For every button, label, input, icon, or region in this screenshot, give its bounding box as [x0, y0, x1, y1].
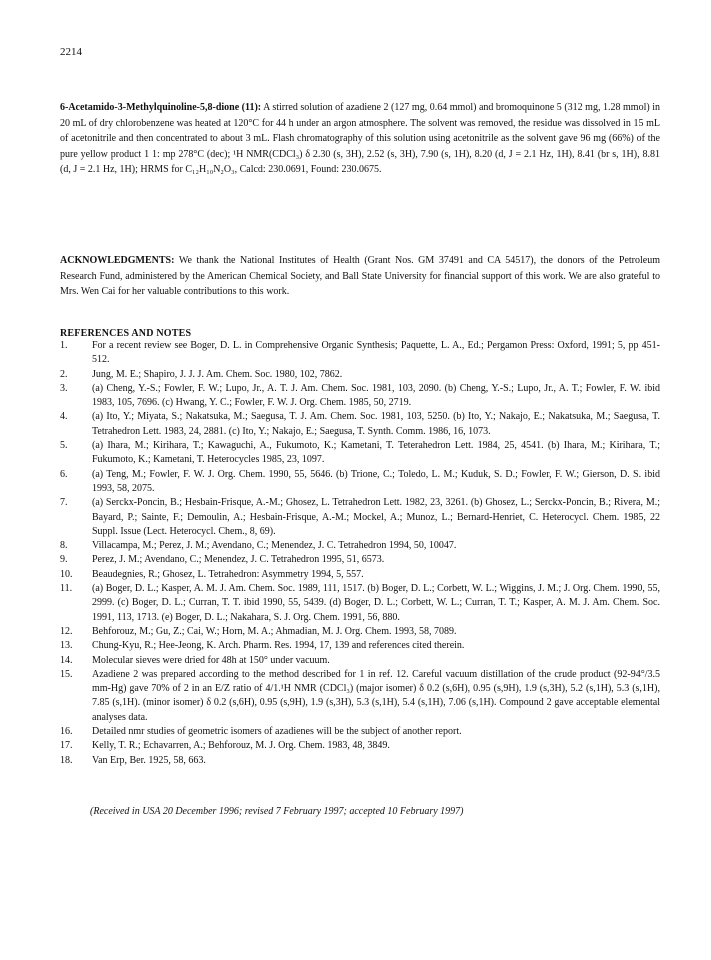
- reference-item: [60, 668, 660, 725]
- reference-item: [60, 754, 660, 768]
- reference-text: Molecular sieves were dried for 48h at 150° under vacuum.: [92, 654, 330, 666]
- reference-text: Van Erp, Ber. 1925, 58, 663.: [92, 754, 206, 766]
- reference-text: Beaudegnies, R.; Ghosez, L. Tetrahedron: Asymmetry 1994, 5, 557.: [92, 568, 364, 580]
- reference-item: [60, 582, 660, 625]
- reference-number: 18.: [60, 754, 73, 766]
- reference-text: Perez, J. M.; Avendano, C.; Menendez, J. C. Tetrahedron 1995, 51, 6573.: [92, 554, 385, 566]
- reference-text: Chung-Kyu, R.; Hee-Jeong, K. Arch. Pharm. Res. 1994, 17, 139 and references cited therein.: [92, 640, 465, 652]
- reference-number: 9.: [60, 554, 68, 566]
- reference-item: [60, 368, 660, 382]
- reference-number: 4.: [60, 411, 68, 423]
- reference-item: [60, 639, 660, 653]
- reference-number: 7.: [60, 497, 68, 509]
- reference-number: 12.: [60, 625, 73, 637]
- reference-number: 5.: [60, 440, 68, 452]
- reference-number: 14.: [60, 654, 73, 666]
- reference-text: Villacampa, M.; Perez, J. M.; Avendano, C.; Menendez, J. C. Tetrahedron 1994, 50, 10047.: [92, 540, 457, 552]
- references-title: REFERENCES AND NOTES: [60, 328, 192, 339]
- experimental-paragraph: [60, 100, 660, 178]
- reference-text: (a) Boger, D. L.; Kasper, A. M. J. Am. Chem. Soc. 1989, 111, 1517. (b) Boger, D. L.; Corbett, W. L.; Wiggins, J. M.; J. Org. Chem. 1990, 55, 2999. (c) Boger, D. L.; Curran, T. T. ibid 1990, 55, 5439. (d) Boger, D. L.; Corbett, W. L.; Curran, T. T.; Kasper, A. M. J. Am. Chem. Soc. 1991, 113, 1713. (e) Boger, D. L.; Nakahara, S. J. Org. Chem. 1991, 56, 880.: [92, 583, 660, 623]
- reference-number: 10.: [60, 568, 73, 580]
- reference-item: [60, 410, 660, 439]
- reference-item: [60, 553, 660, 567]
- reference-item: [60, 439, 660, 468]
- reference-text: (a) Teng, M.; Fowler, F. W. J. Org. Chem. 1990, 55, 5646. (b) Trione, C.; Toledo, L. M.; Kuduk, S. D.; Fowler, F. W.; Gierson, D. S. ibid 1993, 58, 2075.: [92, 468, 660, 494]
- reference-number: 3.: [60, 382, 68, 394]
- references-list: [60, 339, 660, 768]
- reference-text: (a) Cheng, Y.-S.; Fowler, F. W.; Lupo, Jr., A. T. J. Am. Chem. Soc. 1981, 103, 2090. (b) Cheng, Y.-S.; Lupo, Jr., A. T.; Fowler, F. W. ibid 1983, 105, 7696. (c) Hwang, Y. C.; Fowler, F. W. J. Org. Chem. 1985, 50, 2719.: [92, 382, 660, 409]
- reference-number: 1.: [60, 340, 68, 351]
- reference-text: For a recent review see Boger, D. L. in Comprehensive Organic Synthesis; Paquette, L. A., Ed.; Pergamon Press: Oxford, 1991; 5, pp 451-512.: [92, 340, 660, 366]
- reference-item: [60, 625, 660, 639]
- reference-item: [60, 568, 660, 582]
- acknowledgements-text: We thank the National Institutes of Health (Grant Nos. GM 37491 and CA 54517), the donors of the Petroleum Research Fund, administered by the American Chemical Society, and Ball State University for financial support of this work. We are also grateful to Mrs. Wen Cai for her valuable contributions to this work.: [60, 255, 660, 297]
- reference-text: Behforouz, M.; Gu, Z.; Cai, W.; Horn, M. A.; Ahmadian, M. J. Org. Chem. 1993, 58, 7089.: [92, 625, 457, 637]
- acknowledgements-paragraph: [60, 253, 660, 300]
- reference-item: [60, 339, 660, 368]
- acknowledgements-heading: ACKNOWLEDGMENTS:: [60, 255, 175, 266]
- reference-number: 11.: [60, 583, 73, 595]
- experimental-text: A stirred solution of azadiene 2 (127 mg, 0.64 mmol) and bromoquinone 5 (312 mg, 1.28 mmol) in 20 mL of dry chlorobenzene was heated at 120°C for 44 h under an argon atmosphere. The solvent was removed, the residue was dissolved in 15 mL of acetonitrile and then concentrated to about 3 mL. Flash chromatography of this solution using acetonitrile as the solvent gave 96 mg (66%) of the pure yellow product 1 1: mp 278°C (dec); ¹H NMR(CDCl₃) δ 2.30 (s, 3H), 2.52 (s, 3H), 7.90 (s, 1H), 8.20 (d, J = 2.1 Hz, 1H), 8.41 (br s, 1H), 8.81 (d, J = 2.1 Hz, 1H); HRMS for C₁₂H₁₀N₂O₃, Calcd: 230.0691, Found: 230.0675.: [60, 102, 661, 175]
- reference-text: Detailed nmr studies of geometric isomers of azadienes will be the subject of another report.: [92, 726, 462, 738]
- reference-number: 13.: [60, 640, 73, 652]
- reference-text: Kelly, T. R.; Echavarren, A.; Behforouz, M. J. Org. Chem. 1983, 48, 3849.: [92, 740, 390, 752]
- reference-item: [60, 468, 660, 497]
- page-number: 2214: [60, 46, 82, 58]
- reference-number: 8.: [60, 540, 68, 552]
- reference-item: [60, 725, 660, 739]
- reference-text: (a) Ito, Y.; Miyata, S.; Nakatsuka, M.; Saegusa, T. J. Am. Chem. Soc. 1981, 103, 5250. (b) Ito, Y.; Nakajo, E.; Nakatsuka, M.; Saegusa, T. Tetrahedron Lett. 1983, 24, 2881. (c) Ito, Y.; Nakajo, E.; Saegusa, T. Synth. Comm. 1986, 16, 1073.: [92, 411, 660, 437]
- reference-number: 2.: [60, 368, 68, 380]
- reference-number: 6.: [60, 468, 68, 480]
- reference-number: 16.: [60, 726, 73, 738]
- reference-item: [60, 654, 660, 668]
- reference-number: 15.: [60, 668, 73, 680]
- received-dates: (Received in USA 20 December 1996; revised 7 February 1997; accepted 10 February 1997): [90, 806, 464, 817]
- reference-text: (a) Ihara, M.; Kirihara, T.; Kawaguchi, A., Fukumoto, K.; Kametani, T. Teterahedron Lett. 1984, 25, 4541. (b) Ihara, M.; Kirihara, T.; Fukumoto, K.; Kametani, T. Heterocycles 1985, 23, 1097.: [92, 440, 660, 466]
- reference-text: Azadiene 2 was prepared according to the method described for 1 in ref. 12. Careful vacuum distillation of the crude product (92-94°/3.5 mm-Hg) gave 70% of 2 in an E/Z ratio of 4/1.¹H NMR (CDCl₃) (major isomer) δ 0.2 (s,6H), 0.95 (s,9H), 1.9 (s,3H), 5.2 (s,1H), 5.3 (s,1H), 7.85 (s,1H). (minor isomer) δ 0.2 (s,6H), 0.95 (s,9H), 1.9 (s,3H), 5.3 (s,1H), 5.4 (s,1H), 7.06 (s,1H). Compound 2 gave acceptable elemental analyses data.: [92, 668, 660, 723]
- experimental-heading: 6-Acetamido-3-Methylquinoline-5,8-dione (11):: [60, 102, 262, 113]
- reference-item: [60, 739, 660, 753]
- reference-item: [60, 496, 660, 539]
- reference-text: (a) Serckx-Poncin, B.; Hesbain-Frisque, A.-M.; Ghosez, L. Tetrahedron Lett. 1982, 23, 3261. (b) Ghosez, L.; Serckx-Poncin, B.; Rivera, M.; Bayard, P.; Sainte, F.; Demoulin, A.; Hesbain-Frisque, A.-M.; Mockel, A.; Munoz, L.; Bernard-Henriet, C. Heterocycl. Chem. 1985, 22 Suppl. Issue (Lect. Heterocycl. Chem., 8, 69).: [92, 497, 660, 537]
- reference-item: [60, 382, 660, 411]
- reference-item: [60, 539, 660, 553]
- reference-number: 17.: [60, 740, 73, 752]
- reference-text: Jung, M. E.; Shapiro, J. J. J. Am. Chem. Soc. 1980, 102, 7862.: [92, 368, 343, 380]
